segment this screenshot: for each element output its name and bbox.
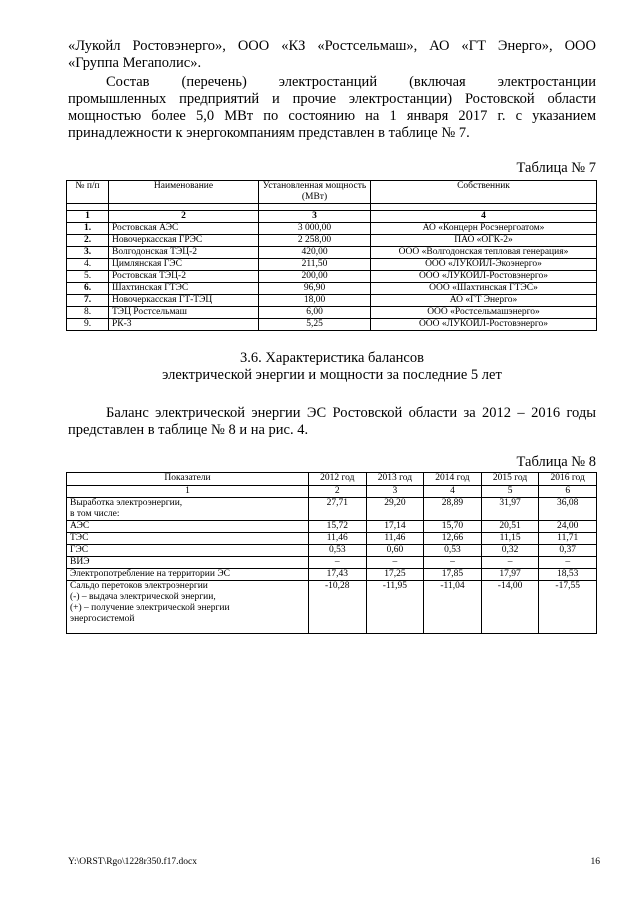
- column-number: 6: [539, 486, 597, 498]
- column-header: 2015 год: [481, 473, 539, 486]
- cell-value: 36,08: [539, 498, 597, 521]
- row-label: ТЭС: [67, 533, 309, 545]
- cell-value: 17,25: [366, 569, 424, 581]
- row-label-line: энергосистемой: [70, 614, 135, 624]
- cell-value: 11,46: [309, 533, 367, 545]
- station-capacity: 5,25: [259, 319, 371, 331]
- cell-value: 0,60: [366, 545, 424, 557]
- footer-file-path: Y:\ORST\Rgo\1228r350.f17.docx: [68, 857, 197, 867]
- station-name: Ростовская АЭС: [109, 223, 259, 235]
- cell-value: -11,04: [424, 581, 482, 634]
- station-capacity: 2 258,00: [259, 235, 371, 247]
- table-row: [67, 307, 597, 319]
- text-line: принадлежности к энергокомпаниям представлен в таблице № 7.: [68, 125, 470, 141]
- row-number: 4.: [67, 259, 109, 271]
- table-row: [67, 247, 597, 259]
- cell-value: 17,14: [366, 521, 424, 533]
- station-name: Новочеркасская ГТ-ТЭЦ: [109, 295, 259, 307]
- column-number: 3: [366, 486, 424, 498]
- row-label-line: (+) – получение электрической энергии: [70, 603, 230, 613]
- text-line: Баланс электрической энергии ЭС Ростовской области за 2012 – 2016 годы: [106, 405, 596, 421]
- table-row: [67, 259, 597, 271]
- cell-value: –: [481, 557, 539, 569]
- row-number: 2.: [67, 235, 109, 247]
- cell-value: 20,51: [481, 521, 539, 533]
- row-label-line: в том числе:: [70, 509, 120, 519]
- table-row: [67, 283, 597, 295]
- table-row: [67, 521, 597, 533]
- cell-value: –: [539, 557, 597, 569]
- column-number: 3: [259, 211, 371, 223]
- cell-value: 17,97: [481, 569, 539, 581]
- column-header: № п/п: [67, 181, 109, 204]
- row-number: 6.: [67, 283, 109, 295]
- cell-value: –: [366, 557, 424, 569]
- intro-paragraph: [68, 38, 596, 72]
- station-capacity: 420,00: [259, 247, 371, 259]
- table-row: [67, 295, 597, 307]
- table-7: [66, 180, 597, 331]
- row-number: 5.: [67, 271, 109, 283]
- row-number: 9.: [67, 319, 109, 331]
- spacer-row: [67, 204, 597, 211]
- column-number: 2: [309, 486, 367, 498]
- column-header: Показатели: [67, 473, 309, 486]
- table-row: [67, 557, 597, 569]
- row-label: АЭС: [67, 521, 309, 533]
- station-name: Новочеркасская ГРЭС: [109, 235, 259, 247]
- column-number-row: [67, 211, 597, 223]
- station-capacity: 200,00: [259, 271, 371, 283]
- station-name: ТЭЦ Ростсельмаш: [109, 307, 259, 319]
- row-label-line: Сальдо перетоков электроэнергии: [70, 581, 208, 591]
- cell-value: –: [309, 557, 367, 569]
- station-name: Волгодонская ТЭЦ-2: [109, 247, 259, 259]
- cell-value: 11,71: [539, 533, 597, 545]
- column-number: 5: [481, 486, 539, 498]
- cell-value: -10,28: [309, 581, 367, 634]
- column-header: Установленная мощность (МВт): [259, 181, 371, 204]
- table-row: [67, 569, 597, 581]
- cell-value: 12,66: [424, 533, 482, 545]
- station-owner: АО «ГТ Энерго»: [371, 295, 597, 307]
- station-owner: ООО «Ростсельмашэнерго»: [371, 307, 597, 319]
- column-number: 4: [371, 211, 597, 223]
- table7-caption: Таблица № 7: [516, 160, 596, 176]
- heading-line: 3.6. Характеристика балансов: [240, 350, 424, 366]
- text-line: представлен в таблице № 8 и на рис. 4.: [68, 422, 309, 438]
- cell-value: 0,53: [309, 545, 367, 557]
- cell-value: 17,85: [424, 569, 482, 581]
- row-number: 3.: [67, 247, 109, 259]
- station-owner: ООО «ЛУКОЙЛ-Экоэнерго»: [371, 259, 597, 271]
- column-number: 1: [67, 211, 109, 223]
- row-label-line: (-) – выдача электрической энергии,: [70, 592, 216, 602]
- station-name: Ростовская ТЭЦ-2: [109, 271, 259, 283]
- cell-value: 11,46: [366, 533, 424, 545]
- cell-value: 27,71: [309, 498, 367, 521]
- row-label: ГЭС: [67, 545, 309, 557]
- stations-paragraph: [68, 74, 596, 142]
- table-row: [67, 235, 597, 247]
- table8-caption: Таблица № 8: [516, 454, 596, 470]
- station-owner: АО «Концерн Росэнергоатом»: [371, 223, 597, 235]
- column-number-row: [67, 486, 597, 498]
- cell-value: 18,53: [539, 569, 597, 581]
- cell-value: 0,37: [539, 545, 597, 557]
- table-row: [67, 271, 597, 283]
- cell-value: 15,70: [424, 521, 482, 533]
- cell-value: -17,55: [539, 581, 597, 634]
- table-header-row: [67, 473, 597, 486]
- row-number: 8.: [67, 307, 109, 319]
- column-header: 2014 год: [424, 473, 482, 486]
- table-row: [67, 319, 597, 331]
- station-owner: ООО «Волгодонская тепловая генерация»: [371, 247, 597, 259]
- station-owner: ООО «ЛУКОЙЛ-Ростовэнерго»: [371, 271, 597, 283]
- station-owner: ООО «Шахтинская ГТЭС»: [371, 283, 597, 295]
- row-label: ВИЭ: [67, 557, 309, 569]
- station-owner: ООО «ЛУКОЙЛ-Ростовэнерго»: [371, 319, 597, 331]
- column-header: 2012 год: [309, 473, 367, 486]
- column-number: 2: [109, 211, 259, 223]
- station-name: Шахтинская ГТЭС: [109, 283, 259, 295]
- column-header: 2016 год: [539, 473, 597, 486]
- cell-value: -11,95: [366, 581, 424, 634]
- balance-paragraph: [68, 405, 596, 439]
- cell-value: –: [424, 557, 482, 569]
- station-capacity: 211,50: [259, 259, 371, 271]
- cell-value: 0,53: [424, 545, 482, 557]
- text-line: «Лукойл Ростовэнерго», ООО «КЗ «Ростсельмаш», АО «ГТ Энерго», ООО: [68, 38, 596, 54]
- column-header: Наименование: [109, 181, 259, 204]
- station-capacity: 6,00: [259, 307, 371, 319]
- cell-value: 28,89: [424, 498, 482, 521]
- cell-value: 24,00: [539, 521, 597, 533]
- station-owner: ПАО «ОГК-2»: [371, 235, 597, 247]
- text-line: «Группа Мегаполис».: [68, 55, 202, 71]
- section-heading: [68, 350, 596, 384]
- page-number: 16: [590, 857, 600, 867]
- row-label: [67, 498, 309, 521]
- row-label: Электропотребление на территории ЭС: [67, 569, 309, 581]
- station-name: Цимлянская ГЭС: [109, 259, 259, 271]
- text-line: мощностью более 5,0 МВт по состоянию на 1 января 2017 г. с указанием: [68, 108, 596, 124]
- cell-value: -14,00: [481, 581, 539, 634]
- text-line: Состав (перечень) электростанций (включая электростанции: [106, 74, 596, 90]
- station-name: РК-3: [109, 319, 259, 331]
- column-header: Собственник: [371, 181, 597, 204]
- row-label-line: Выработка электроэнергии,: [70, 498, 183, 508]
- table-row: [67, 545, 597, 557]
- row-label: [67, 581, 309, 634]
- cell-value: 11,15: [481, 533, 539, 545]
- cell-value: 15,72: [309, 521, 367, 533]
- row-number: 7.: [67, 295, 109, 307]
- text-line: промышленных предприятий и прочие электростанции) Ростовской области: [68, 91, 596, 107]
- table-row: [67, 533, 597, 545]
- column-number: 1: [67, 486, 309, 498]
- table-row: [67, 223, 597, 235]
- table-row: [67, 498, 597, 521]
- cell-value: 0,32: [481, 545, 539, 557]
- table-header-row: [67, 181, 597, 204]
- heading-line: электрической энергии и мощности за последние 5 лет: [162, 367, 502, 383]
- row-number: 1.: [67, 223, 109, 235]
- cell-value: 29,20: [366, 498, 424, 521]
- cell-value: 31,97: [481, 498, 539, 521]
- table-8: [66, 472, 597, 634]
- station-capacity: 96,90: [259, 283, 371, 295]
- column-header: 2013 год: [366, 473, 424, 486]
- table-row: [67, 581, 597, 634]
- column-number: 4: [424, 486, 482, 498]
- station-capacity: 18,00: [259, 295, 371, 307]
- cell-value: 17,43: [309, 569, 367, 581]
- station-capacity: 3 000,00: [259, 223, 371, 235]
